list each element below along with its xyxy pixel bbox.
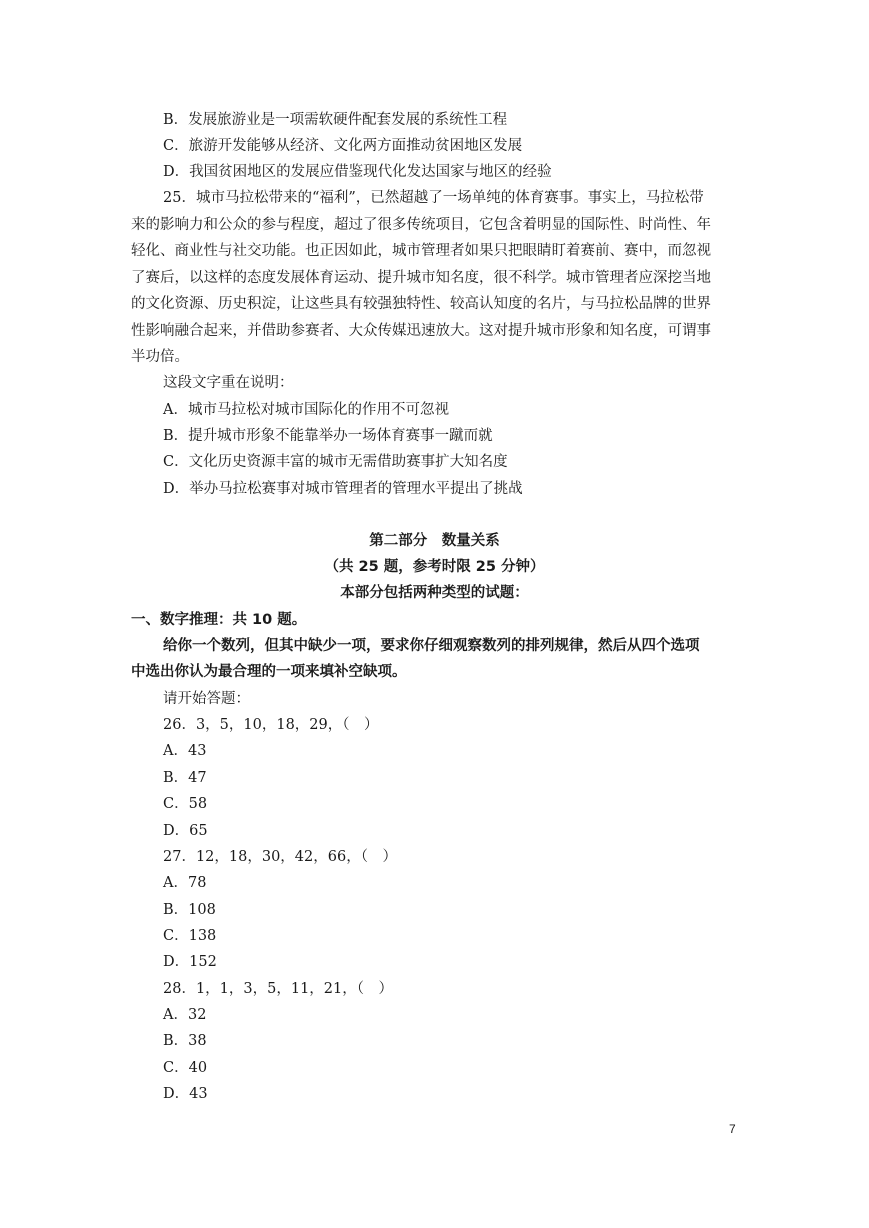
q26-option-b: B．47 <box>163 770 207 786</box>
q25-line-5: 的文化资源、历史积淀，让这些具有较强独特性、较高认知度的名片，与马拉松品牌的世界 <box>131 296 711 312</box>
q28-option-b: B．38 <box>163 1033 207 1049</box>
q25-line-7: 半功倍。 <box>131 349 189 365</box>
q25-line-4: 了赛后，以这样的态度发展体育运动、提升城市知名度，很不科学。城市管理者应深挖当地 <box>131 270 711 286</box>
q25-line-1: 25．城市马拉松带来的“福利”，已然超越了一场单纯的体育赛事。事实上，马拉松带 <box>163 190 704 206</box>
q25-option-b: B．提升城市形象不能靠举办一场体育赛事一蹴而就 <box>163 428 493 444</box>
q26-option-a: A．43 <box>163 743 207 759</box>
instruction-line-1: 给你一个数列，但其中缺少一项，要求你仔细观察数列的排列规律，然后从四个选项 <box>163 638 700 654</box>
q28-option-a: A．32 <box>163 1007 207 1023</box>
q25-line-2: 来的影响力和公众的参与程度，超过了很多传统项目，它包含着明显的国际性、时尚性、年 <box>131 217 711 233</box>
q28-option-c: C．40 <box>163 1060 208 1076</box>
q26-option-c: C．58 <box>163 796 208 812</box>
q26-stem: 26．3，5，10，18，29，（ ） <box>163 717 379 733</box>
prev-option-b: B．发展旅游业是一项需软硬件配套发展的系统性工程 <box>163 112 508 128</box>
q27-option-b: B．108 <box>163 902 216 918</box>
q25-option-a: A．城市马拉松对城市国际化的作用不可忽视 <box>163 402 449 418</box>
part-heading: 一、数字推理：共 10 题。 <box>131 612 307 628</box>
q25-prompt: 这段文字重在说明： <box>163 375 294 391</box>
q27-option-c: C．138 <box>163 928 217 944</box>
prev-option-c: C．旅游开发能够从经济、文化两方面推动贫困地区发展 <box>163 138 523 154</box>
q25-option-d: D．举办马拉松赛事对城市管理者的管理水平提出了挑战 <box>163 481 523 497</box>
prev-option-d: D．我国贫困地区的发展应借鉴现代化发达国家与地区的经验 <box>163 164 552 180</box>
q25-line-6: 性影响融合起来，并借助参赛者、大众传媒迅速放大。这对提升城市形象和知名度，可谓事 <box>131 323 711 339</box>
section-title: 第二部分 数量关系 <box>369 533 500 549</box>
page-number: 7 <box>729 1122 736 1136</box>
start-prompt: 请开始答题： <box>163 691 250 707</box>
q27-option-d: D．152 <box>163 954 217 970</box>
section-subtitle: （共 25 题，参考时限 25 分钟） <box>324 559 545 575</box>
q28-option-d: D．43 <box>163 1086 208 1102</box>
section-intro: 本部分包括两种类型的试题： <box>340 585 529 601</box>
q27-option-a: A．78 <box>163 875 207 891</box>
q25-line-3: 轻化、商业性与社交功能。也正因如此，城市管理者如果只把眼睛盯着赛前、赛中，而忽视 <box>131 243 711 259</box>
instruction-line-2: 中选出你认为最合理的一项来填补空缺项。 <box>131 664 407 680</box>
q28-stem: 28．1，1，3，5，11，21，（ ） <box>163 981 394 997</box>
q27-stem: 27．12，18，30，42，66，（ ） <box>163 849 397 865</box>
q26-option-d: D．65 <box>163 823 208 839</box>
q25-option-c: C．文化历史资源丰富的城市无需借助赛事扩大知名度 <box>163 454 508 470</box>
